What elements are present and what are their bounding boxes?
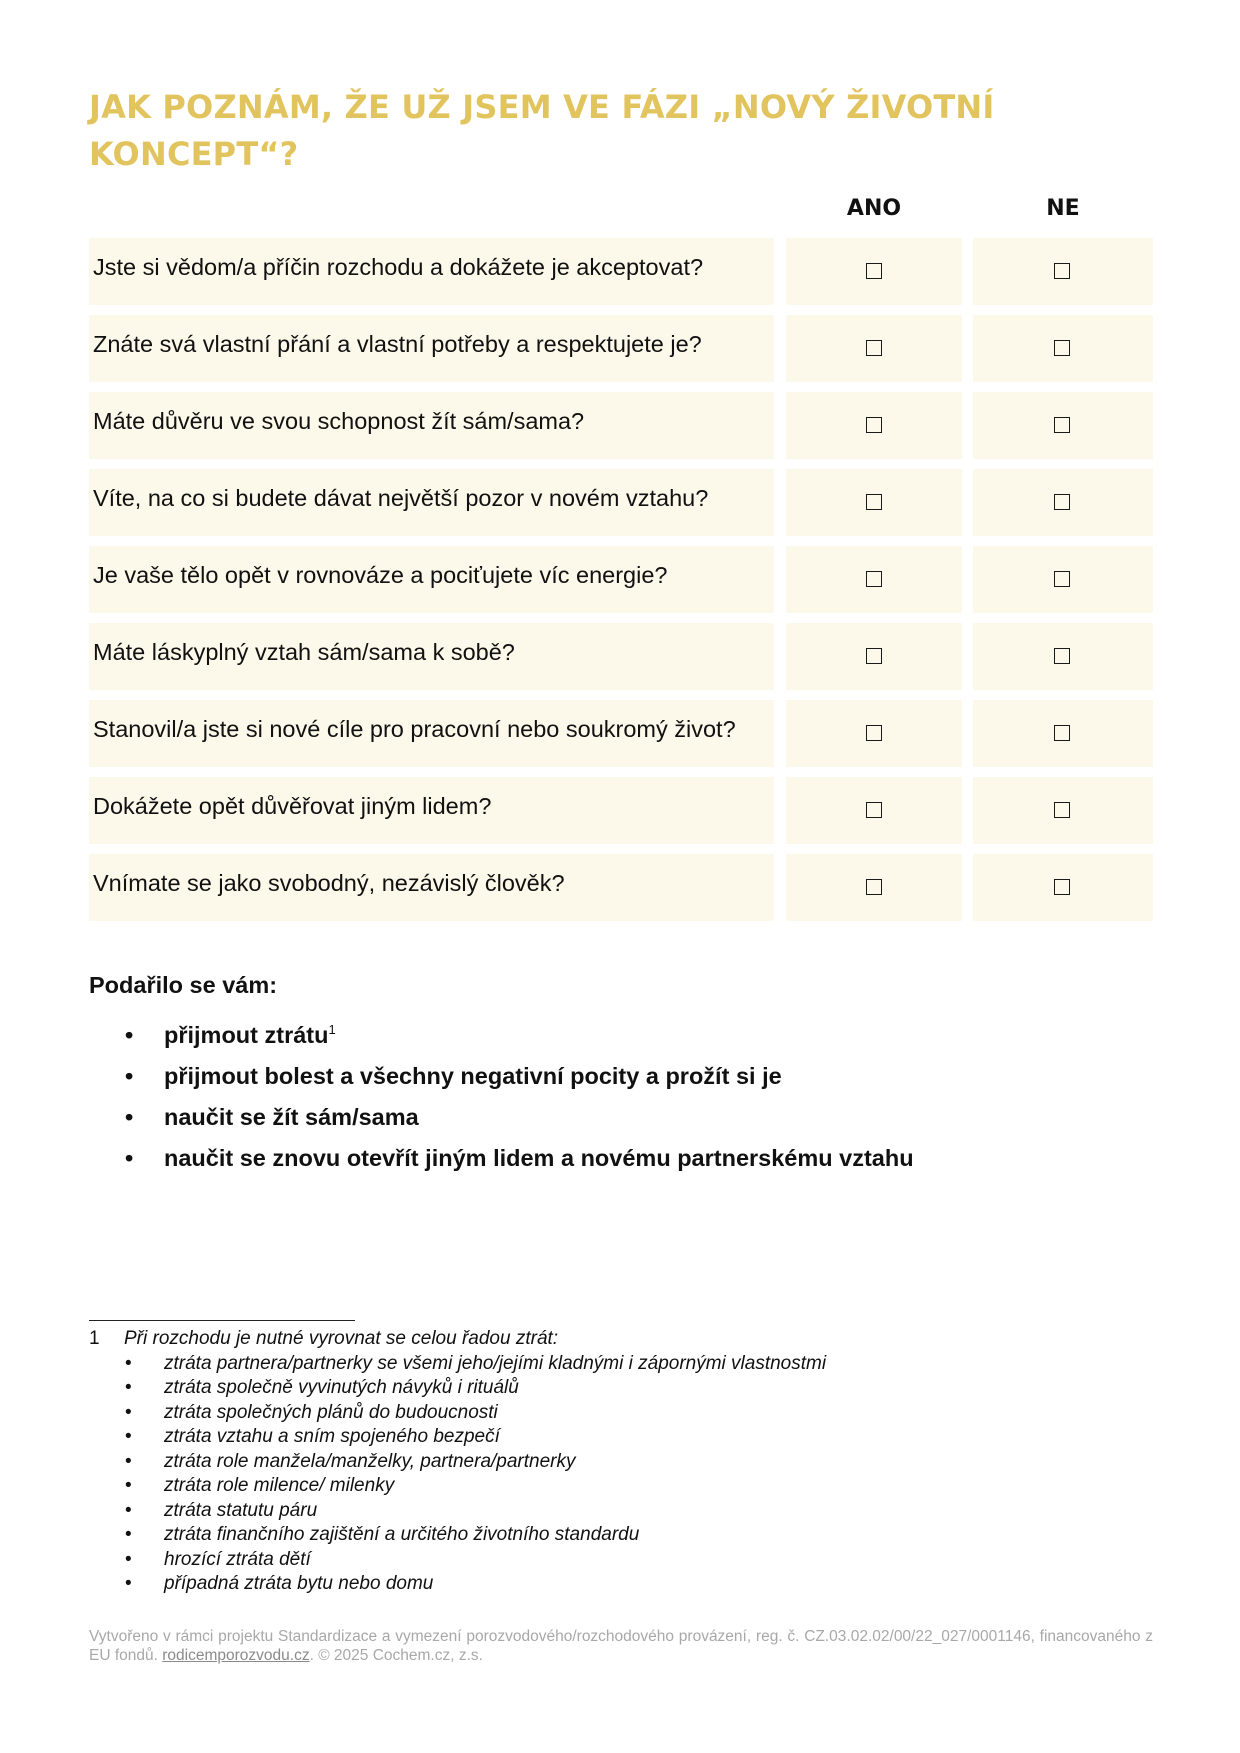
question-text: Jste si vědom/a příčin rozchodu a dokážete je akceptovat?	[89, 238, 774, 305]
footnote-item	[89, 1499, 1153, 1524]
bullet-icon: •	[125, 1450, 132, 1472]
checkbox-yes[interactable]	[866, 802, 882, 818]
checkbox-no[interactable]	[1054, 879, 1070, 895]
footnote-reference: 1	[328, 1022, 336, 1038]
footnote-item-text: ztráta společných plánů do budoucnosti	[164, 1401, 498, 1423]
question-text: Vnímate se jako svobodný, nezávislý člověk?	[89, 854, 774, 921]
question-text: Víte, na co si budete dávat největší pozor v novém vztahu?	[89, 469, 774, 536]
question-text: Stanovil/a jste si nové cíle pro pracovní nebo soukromý život?	[89, 700, 774, 767]
bullet-icon: •	[125, 1145, 134, 1171]
bullet-icon: •	[125, 1063, 134, 1089]
bullet-icon: •	[125, 1548, 132, 1570]
question-text: Znáte svá vlastní přání a vlastní potřeby a respektujete je?	[89, 315, 774, 382]
question-row	[89, 392, 1153, 459]
answer-cell-yes	[786, 854, 962, 921]
footnote-item	[89, 1425, 1153, 1450]
checkbox-no[interactable]	[1054, 648, 1070, 664]
footnote-item	[89, 1548, 1153, 1573]
question-row	[89, 315, 1153, 382]
success-item	[89, 1097, 914, 1138]
answer-cell-no	[973, 469, 1153, 536]
footnote-intro: Při rozchodu je nutné vyrovnat se celou řadou ztrát:	[124, 1328, 559, 1349]
footnote-item	[89, 1572, 1153, 1597]
bullet-icon: •	[125, 1104, 134, 1130]
bullet-icon: •	[125, 1022, 134, 1048]
answer-cell-yes	[786, 546, 962, 613]
success-list	[89, 1015, 914, 1179]
answer-cell-no	[973, 238, 1153, 305]
answer-cell-no	[973, 700, 1153, 767]
question-text: Je vaše tělo opět v rovnováze a pociťujete víc energie?	[89, 546, 774, 613]
checkbox-yes[interactable]	[866, 340, 882, 356]
column-header-no: NE	[1046, 196, 1080, 221]
question-row	[89, 238, 1153, 305]
questionnaire-table	[89, 238, 1153, 931]
checkbox-no[interactable]	[1054, 494, 1070, 510]
answer-cell-no	[973, 854, 1153, 921]
footnote-item-text: případná ztráta bytu nebo domu	[164, 1573, 434, 1594]
footnote-item-text: ztráta role milence/ milenky	[164, 1475, 395, 1496]
checkbox-yes[interactable]	[866, 879, 882, 895]
bullet-icon: •	[125, 1524, 132, 1545]
credits-text-end: . © 2025 Cochem.cz, z.s.	[309, 1647, 483, 1664]
success-item	[89, 1056, 914, 1097]
checkbox-yes[interactable]	[866, 725, 882, 741]
page-title: JAK POZNÁM, ŽE UŽ JSEM VE FÁZI „NOVÝ ŽIVOTNÍ KONCEPT“?	[89, 88, 995, 173]
question-row	[89, 623, 1153, 690]
answer-cell-yes	[786, 777, 962, 844]
credits-link[interactable]: rodicemporozvodu.cz	[162, 1647, 310, 1664]
bullet-icon: •	[125, 1475, 132, 1496]
question-row	[89, 854, 1153, 921]
footnote-item-text: ztráta role manžela/manželky, partnera/partnerky	[164, 1450, 576, 1472]
checkbox-no[interactable]	[1054, 417, 1070, 433]
answer-cell-yes	[786, 469, 962, 536]
question-row	[89, 546, 1153, 613]
answer-cell-yes	[786, 315, 962, 382]
bullet-icon: •	[125, 1401, 132, 1423]
checkbox-no[interactable]	[1054, 263, 1070, 279]
answer-cell-yes	[786, 238, 962, 305]
question-text: Máte láskyplný vztah sám/sama k sobě?	[89, 623, 774, 690]
footnote-item	[89, 1523, 1153, 1548]
credits	[89, 1627, 1153, 1665]
footnote-item	[89, 1376, 1153, 1401]
success-item-text: naučit se znovu otevřít jiným lidem a novému partnerskému vztahu	[164, 1145, 914, 1171]
answer-cell-yes	[786, 623, 962, 690]
footnote-item-text: ztráta partnera/partnerky se všemi jeho/jejími kladnými i zápornými vlastnostmi	[164, 1352, 827, 1374]
answer-cell-no	[973, 623, 1153, 690]
answer-cell-yes	[786, 700, 962, 767]
footnote-list	[89, 1352, 1153, 1597]
credits-text: Vytvořeno v rámci projektu Standardizace a vymezení porozvodového/rozchodového provázení, reg. č. CZ.03.02.02/00/22_027/0001146, financovaného z EU fondů.	[89, 1628, 1153, 1664]
bullet-icon: •	[125, 1426, 132, 1447]
bullet-icon: •	[125, 1377, 132, 1398]
question-text: Dokážete opět důvěřovat jiným lidem?	[89, 777, 774, 844]
checkbox-no[interactable]	[1054, 725, 1070, 741]
checkbox-yes[interactable]	[866, 263, 882, 279]
checkbox-no[interactable]	[1054, 340, 1070, 356]
success-heading: Podařilo se vám:	[89, 972, 278, 998]
footnote-item-text: ztráta finančního zajištění a určitého životního standardu	[164, 1524, 640, 1545]
bullet-icon: •	[125, 1352, 132, 1374]
footnote-item	[89, 1450, 1153, 1475]
success-item	[89, 1138, 914, 1179]
bullet-icon: •	[125, 1573, 132, 1594]
footnote-item	[89, 1474, 1153, 1499]
checkbox-no[interactable]	[1054, 571, 1070, 587]
checkbox-yes[interactable]	[866, 494, 882, 510]
success-item-text: naučit se žít sám/sama	[164, 1104, 419, 1130]
question-row	[89, 700, 1153, 767]
question-row	[89, 469, 1153, 536]
question-text: Máte důvěru ve svou schopnost žít sám/sama?	[89, 392, 774, 459]
footnote-divider	[89, 1320, 355, 1321]
footnote-number: 1	[89, 1328, 100, 1349]
column-header-yes: ANO	[846, 196, 902, 221]
footnote	[89, 1327, 1153, 1597]
footnote-item-text: ztráta statutu páru	[164, 1499, 318, 1521]
success-item-text: přijmout ztrátu	[164, 1022, 329, 1048]
footnote-item-text: ztráta vztahu a sním spojeného bezpečí	[164, 1426, 500, 1447]
answer-cell-no	[973, 777, 1153, 844]
success-item-text: přijmout bolest a všechny negativní pocity a prožít si je	[164, 1063, 782, 1089]
footnote-item-text: ztráta společně vyvinutých návyků i rituálů	[164, 1377, 519, 1398]
checkbox-yes[interactable]	[866, 571, 882, 587]
checkbox-yes[interactable]	[866, 417, 882, 433]
footnote-item	[89, 1352, 1153, 1377]
checkbox-yes[interactable]	[866, 648, 882, 664]
answer-cell-no	[973, 392, 1153, 459]
bullet-icon: •	[125, 1499, 132, 1521]
question-row	[89, 777, 1153, 844]
checkbox-no[interactable]	[1054, 802, 1070, 818]
answer-cell-no	[973, 315, 1153, 382]
footnote-item-text: hrozící ztráta dětí	[164, 1548, 311, 1570]
answer-cell-yes	[786, 392, 962, 459]
success-item	[89, 1015, 914, 1056]
footnote-header	[89, 1327, 1153, 1352]
answer-cell-no	[973, 546, 1153, 613]
footnote-item	[89, 1401, 1153, 1426]
